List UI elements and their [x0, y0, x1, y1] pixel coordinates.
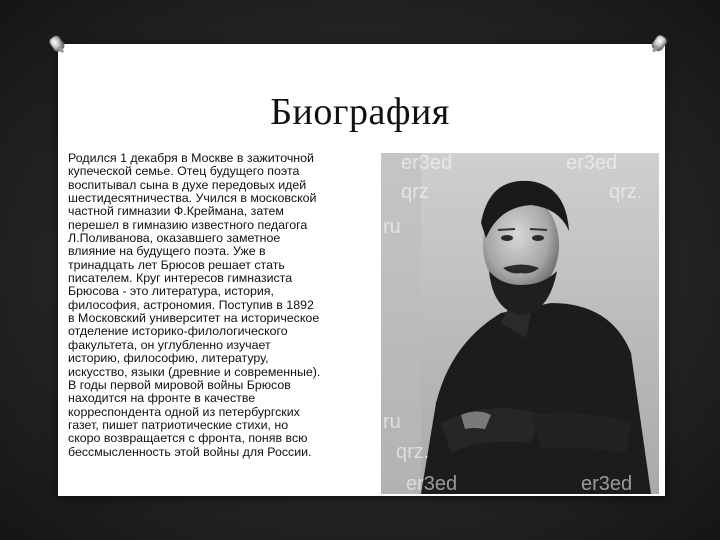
biography-text: Родился 1 декабря в Москве в зажиточной купеческой семье. Отец будущего поэта воспитывал сына в духе передовых идей шестидесятничества. Учился в московской частной гимназии Ф.Креймана, затем перешел в гимназию известного педагога Л.Поливанова, оказавшего заметное влияние на будущего поэта. Уже в тринадцать лет Брюсов решает стать писателем. Круг интересов гимназиста Брюсова - это литература, история, философия, астрономия. Поступив в 1892 в Московский университет на историческое отделение историко-филологического факультета, он углубленно изучает историю, философию, литературу, искусство, языки (древние и современные). В годы первой мировой войны Брюсов находится на фронте в качестве корреспондента одной из петербургских газет, пишет патриотические стихи, но скоро возвращается с фронта, поняв всю бессмысленность этой войны для России.: [68, 151, 321, 459]
watermark-text: ru: [383, 216, 401, 238]
watermark-text: er3ed: [401, 153, 453, 174]
watermark-text: qrz.: [609, 181, 643, 203]
pushpin-left-icon: [47, 33, 69, 55]
slide-title: Биография: [270, 91, 450, 133]
watermark-text: er3ed: [406, 473, 458, 494]
watermark-text: qrz: [401, 181, 429, 203]
pushpin-right-icon: [648, 33, 670, 55]
watermark-text: er3ed: [581, 473, 633, 494]
watermark-text: ru: [383, 411, 401, 433]
watermark-text: qrz.: [396, 441, 430, 463]
watermark-text: er3ed: [566, 153, 618, 174]
watermark-layer: [381, 153, 659, 494]
